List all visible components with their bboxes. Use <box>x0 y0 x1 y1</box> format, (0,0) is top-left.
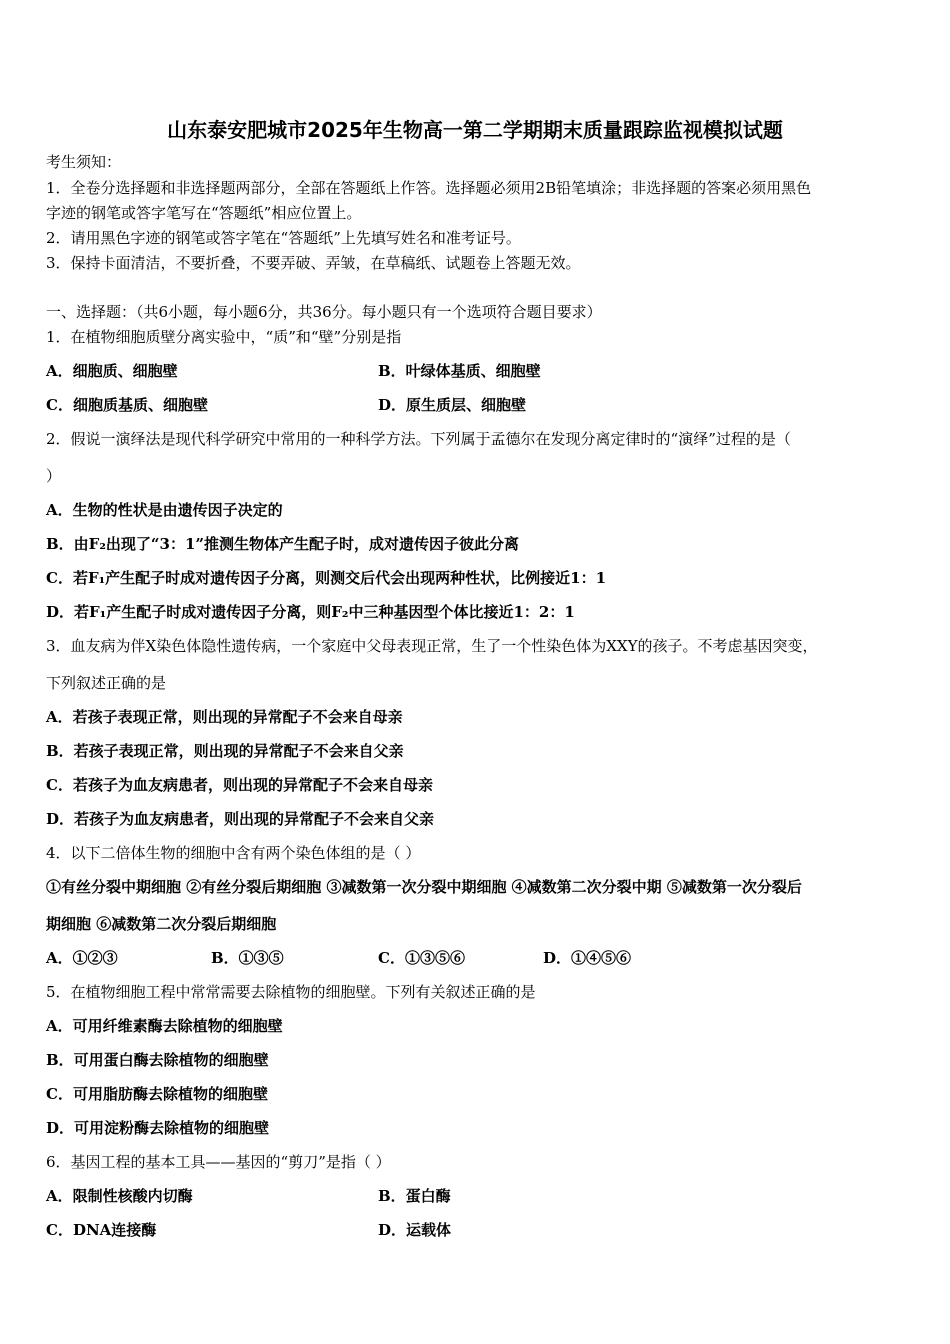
option-d: D．①④⑤⑥ <box>543 949 632 967</box>
option-c: C．若F₁产生配子时成对遗传因子分离，则测交后代会出现两种性状，比例接近1：1 <box>46 569 607 587</box>
option-row <box>0 1186 950 1206</box>
option-a: A．细胞质、细胞壁 <box>46 362 178 380</box>
notice-item: 字迹的钢笔或答字笔写在“答题纸”相应位置上。 <box>46 204 362 222</box>
option-c: C．若孩子为血友病患者，则出现的异常配子不会来自母亲 <box>46 776 433 794</box>
question-stem: 3．血友病为伴X染色体隐性遗传病，一个家庭中父母表现正常，生了一个性染色体为XXY的孩子。不考虑基因突变， <box>46 637 818 655</box>
question-description-cont: 期细胞 ⑥减数第二次分裂后期细胞 <box>46 915 277 933</box>
option-b: B．蛋白酶 <box>378 1187 451 1205</box>
option-b: B．①③⑤ <box>211 949 284 967</box>
option-d: D．运载体 <box>378 1221 452 1239</box>
question-stem-cont: 下列叙述正确的是 <box>46 674 167 692</box>
option-a: A．若孩子表现正常，则出现的异常配子不会来自母亲 <box>46 708 403 726</box>
option-c: C．①③⑤⑥ <box>378 949 465 967</box>
option-row <box>0 395 950 415</box>
option-d: D．若孩子为血友病患者，则出现的异常配子不会来自父亲 <box>46 810 435 828</box>
question-stem: 1．在植物细胞质壁分离实验中，“质”和“壁”分别是指 <box>46 328 402 346</box>
option-a: A．可用纤维素酶去除植物的细胞壁 <box>46 1017 283 1035</box>
notice-item: 2．请用黑色字迹的钢笔或答字笔在“答题纸”上先填写姓名和准考证号。 <box>46 229 521 247</box>
question-stem: 2．假说一演绎法是现代科学研究中常用的一种科学方法。下列属于孟德尔在发现分离定律时的“演绎”过程的是（ <box>46 430 791 448</box>
option-d: D．若F₁产生配子时成对遗传因子分离，则F₂中三种基因型个体比接近1：2：1 <box>46 603 575 621</box>
question-stem-cont: ） <box>46 467 62 485</box>
question-description: ①有丝分裂中期细胞 ②有丝分裂后期细胞 ③减数第一次分裂中期细胞 ④减数第二次分裂中期 ⑤减数第一次分裂后 <box>46 878 802 896</box>
option-d: D．可用淀粉酶去除植物的细胞壁 <box>46 1119 270 1137</box>
option-row <box>0 361 950 381</box>
notice-item: 1．全卷分选择题和非选择题两部分，全部在答题纸上作答。选择题必须用2B铅笔填涂；非选择题的答案必须用黑色 <box>46 179 812 197</box>
notice-heading: 考生须知： <box>46 153 122 171</box>
option-a: A．生物的性状是由遗传因子决定的 <box>46 501 283 519</box>
option-b: B．叶绿体基质、细胞壁 <box>378 362 541 380</box>
option-c: C．可用脂肪酶去除植物的细胞壁 <box>46 1085 268 1103</box>
option-d: D．原生质层、细胞壁 <box>378 396 527 414</box>
notice-item: 3．保持卡面清洁，不要折叠，不要弄破、弄皱，在草稿纸、试题卷上答题无效。 <box>46 254 581 272</box>
option-a: A．限制性核酸内切酶 <box>46 1187 193 1205</box>
option-c: C．细胞质基质、细胞壁 <box>46 396 208 414</box>
option-b: B．若孩子表现正常，则出现的异常配子不会来自父亲 <box>46 742 404 760</box>
page-title: 山东泰安肥城市2025年生物高一第二学期期末质量跟踪监视模拟试题 <box>167 118 783 142</box>
option-a: A．①②③ <box>46 949 118 967</box>
question-stem: 5．在植物细胞工程中常常需要去除植物的细胞壁。下列有关叙述正确的是 <box>46 983 536 1001</box>
option-row <box>0 1220 950 1240</box>
question-stem: 4．以下二倍体生物的细胞中含有两个染色体组的是（ ） <box>46 844 421 862</box>
section-heading: 一、选择题：（共6小题，每小题6分，共36分。每小题只有一个选项符合题目要求） <box>46 303 602 321</box>
question-stem: 6．基因工程的基本工具——基因的“剪刀”是指（ ） <box>46 1153 391 1171</box>
option-b: B．可用蛋白酶去除植物的细胞壁 <box>46 1051 269 1069</box>
option-c: C．DNA连接酶 <box>46 1221 157 1239</box>
option-b: B．由F₂出现了“3：1”推测生物体产生配子时，成对遗传因子彼此分离 <box>46 535 520 553</box>
option-row <box>0 948 950 968</box>
